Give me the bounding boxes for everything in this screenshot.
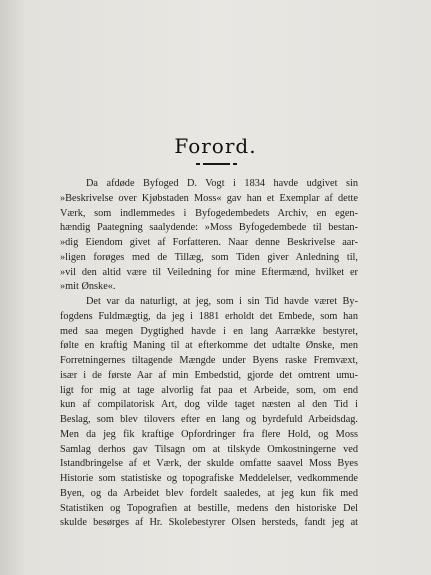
text-line: ligt for mig at tage alvorlig fat paa et Arbeide, som, om end	[60, 384, 358, 396]
text-line: Samlag derhos gav Tilsagn om at tilskyde Omkostningerne ved	[60, 443, 358, 455]
text-line: »vil den altid være til Veiledning for mine Eftermænd, hvilket er	[60, 266, 358, 278]
text-line: Det var da naturligt, at jeg, som i sin Tid havde været By-	[86, 296, 358, 307]
title-divider	[203, 163, 230, 165]
text-line: kun af compilatorisk Art, dog vilde taget næsten al den Tid i	[60, 399, 358, 411]
text-line: især i de første Aar af min Embedstid, gjorde det omtrent umu-	[60, 369, 358, 381]
text-line: Statistiken og Topografien at bestille, medens den historiske Del	[60, 502, 358, 514]
text-line: hændig Paategning saalydende: »Moss Byfogedembede til bestan-	[60, 222, 358, 234]
body-text	[60, 177, 358, 531]
text-line: »ligen forøges med de Tillæg, som Tiden giver Anledning til,	[60, 251, 358, 263]
text-line: »mit Ønske«.	[60, 281, 116, 293]
text-line: Beslag, som blev tilovers efter en lang og byrdefuld Arbeidsdag.	[60, 414, 358, 425]
text-line: Historie som statistiske og topografiske Meddelelser, vedkommende	[60, 473, 358, 484]
text-line: Forretningernes tiltagende Mængde under Byens raske Fremvæxt,	[60, 355, 358, 366]
text-line: Men da jeg fik kraftige Opfordringer fra flere Hold, og Moss	[60, 428, 358, 440]
text-line: »Beskrivelse over Kjøbstaden Moss« gav han et Exemplar af dette	[60, 192, 358, 204]
text-line: Da afdøde Byfoged D. Vogt i 1834 havde udgivet sin	[86, 178, 358, 189]
text-line: Byen, og da Arbeidet blev fordelt saaledes, at jeg kun fik med	[60, 487, 358, 499]
page-title: Forord.	[174, 134, 257, 158]
text-line: med saa megen Dygtighed havde i en lang Aarrække bestyret,	[60, 325, 358, 337]
text-line: »dig Eiendom givet af Forfatteren. Naar denne Beskrivelse aar-	[60, 237, 358, 248]
text-line: fogdens Fuldmægtig, da jeg i 1881 erholdt det Embede, som han	[60, 310, 358, 322]
text-line: følte en kraftig Maning til at efterkomme det udtalte Ønske, men	[60, 340, 358, 352]
text-line: Værk, som indlemmedes i Byfogedembedets Archiv, en egen-	[60, 207, 358, 219]
text-line: Istandbringelse af et Værk, der skulde omfatte saavel Moss Byes	[60, 458, 358, 470]
text-line: skulde besørges af Hr. Skolebestyrer Olsen hersteds, fandt jeg at	[60, 517, 358, 529]
